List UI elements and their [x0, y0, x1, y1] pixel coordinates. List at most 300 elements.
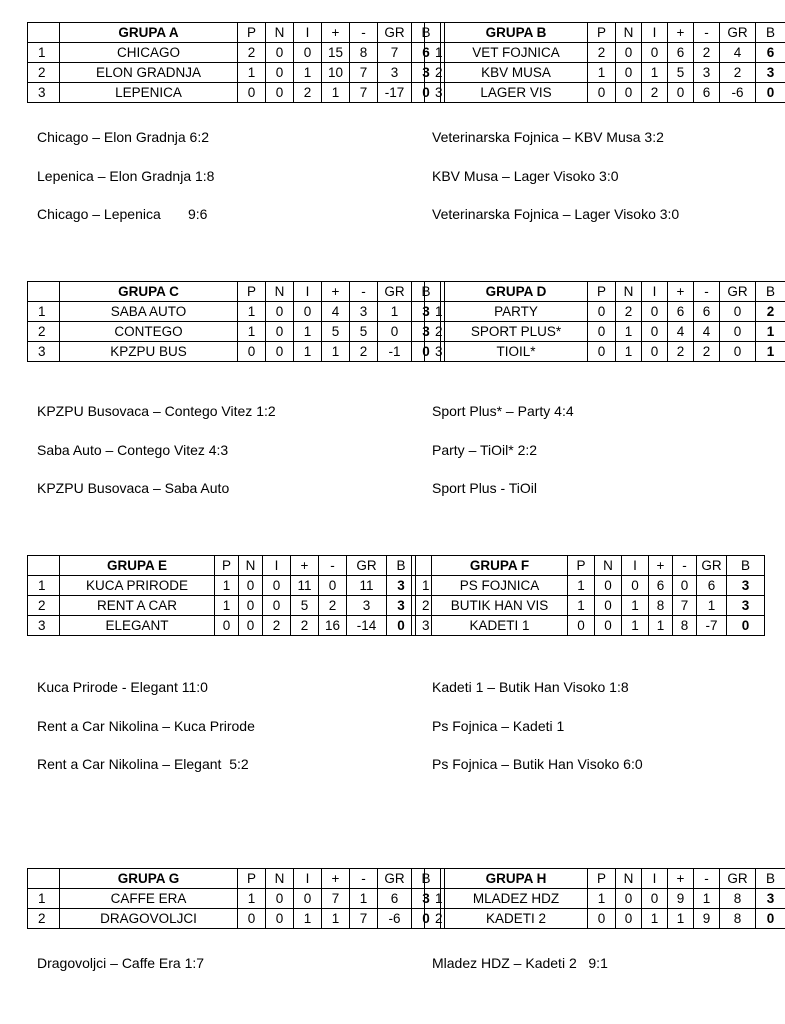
match-result: Ps Fojnica – Kadeti 1 — [432, 717, 565, 734]
points-cell: 3 — [756, 889, 785, 909]
match-result: Mladez HDZ – Kadeti 2 9:1 — [432, 955, 608, 971]
rank-cell: 1 — [412, 576, 432, 596]
stat-cell: 8 — [649, 596, 673, 616]
stat-cell: 0 — [266, 43, 294, 63]
stat-cell: 11 — [347, 576, 387, 596]
table-row — [28, 63, 441, 83]
header-rank-cell — [28, 869, 60, 889]
stat-cell: 0 — [266, 83, 294, 103]
points-cell: 0 — [412, 909, 441, 929]
column-header: I — [622, 556, 649, 576]
points-cell: 3 — [387, 576, 416, 596]
rank-cell: 3 — [28, 616, 60, 636]
stat-cell: 0 — [239, 596, 263, 616]
points-cell: 0 — [756, 909, 785, 929]
stat-cell: 0 — [568, 616, 595, 636]
stat-cell: 2 — [238, 43, 266, 63]
table-row — [425, 63, 785, 83]
column-header: I — [294, 23, 322, 43]
rank-cell: 2 — [425, 63, 445, 83]
stat-cell: 8 — [720, 889, 756, 909]
stat-cell: 4 — [720, 43, 756, 63]
team-name-cell: SPORT PLUS* — [445, 322, 588, 342]
stat-cell: 1 — [642, 63, 668, 83]
table-row — [28, 596, 416, 616]
points-cell: 3 — [412, 63, 441, 83]
stat-cell: 1 — [322, 83, 350, 103]
table-row — [425, 322, 785, 342]
rank-cell: 1 — [28, 302, 60, 322]
match-result: Chicago – Lepenica 9:6 — [37, 206, 208, 222]
group-title: GRUPA A — [60, 23, 238, 43]
table-header-row — [425, 23, 785, 43]
column-header: - — [694, 282, 720, 302]
stat-cell: 0 — [238, 83, 266, 103]
rank-cell: 2 — [28, 322, 60, 342]
team-name-cell: KBV MUSA — [445, 63, 588, 83]
points-cell: 3 — [727, 596, 765, 616]
stat-cell: 0 — [266, 342, 294, 362]
table-row — [425, 909, 785, 929]
stat-cell: 2 — [720, 63, 756, 83]
table-header-row — [425, 869, 785, 889]
table-row — [28, 616, 416, 636]
points-cell: 1 — [756, 322, 785, 342]
rank-cell: 3 — [28, 83, 60, 103]
stat-cell: 8 — [673, 616, 697, 636]
stat-cell: 2 — [263, 616, 291, 636]
stat-cell: 0 — [616, 909, 642, 929]
group-grupa-f-table — [411, 555, 765, 636]
column-header: P — [238, 869, 266, 889]
column-header: GR — [378, 282, 412, 302]
rank-cell: 2 — [28, 63, 60, 83]
points-cell: 0 — [412, 342, 441, 362]
stat-cell: 0 — [238, 342, 266, 362]
stat-cell: 2 — [616, 302, 642, 322]
group-title: GRUPA D — [445, 282, 588, 302]
column-header: I — [642, 23, 668, 43]
stat-cell: 9 — [668, 889, 694, 909]
column-header: + — [649, 556, 673, 576]
stat-cell: 5 — [291, 596, 319, 616]
header-rank-cell — [412, 556, 432, 576]
column-header: P — [215, 556, 239, 576]
stat-cell: 1 — [238, 63, 266, 83]
column-header: B — [412, 282, 441, 302]
rank-cell: 2 — [28, 596, 60, 616]
rank-cell: 2 — [425, 909, 445, 929]
stat-cell: 1 — [294, 909, 322, 929]
table-row — [28, 322, 441, 342]
column-header: + — [322, 23, 350, 43]
column-header: - — [673, 556, 697, 576]
column-header: - — [350, 869, 378, 889]
table-header-row — [412, 556, 765, 576]
stat-cell: 3 — [694, 63, 720, 83]
group-title: GRUPA G — [60, 869, 238, 889]
stat-cell: 0 — [616, 63, 642, 83]
column-header: + — [322, 869, 350, 889]
stat-cell: 0 — [588, 909, 616, 929]
points-cell: 0 — [727, 616, 765, 636]
table-row — [425, 83, 785, 103]
rank-cell: 3 — [28, 342, 60, 362]
column-header: B — [756, 282, 785, 302]
points-cell: 3 — [412, 302, 441, 322]
group-grupa-c-table — [27, 281, 441, 362]
stat-cell: 3 — [378, 63, 412, 83]
column-header: GR — [697, 556, 727, 576]
team-name-cell: BUTIK HAN VIS — [432, 596, 568, 616]
column-header: N — [616, 23, 642, 43]
stat-cell: 0 — [294, 889, 322, 909]
column-header: P — [238, 23, 266, 43]
group-grupa-e-table — [27, 555, 416, 636]
stat-cell: 1 — [378, 302, 412, 322]
stat-cell: 1 — [322, 342, 350, 362]
column-header: N — [239, 556, 263, 576]
stat-cell: 1 — [697, 596, 727, 616]
team-name-cell: CHICAGO — [60, 43, 238, 63]
stat-cell: 2 — [588, 43, 616, 63]
stat-cell: -7 — [697, 616, 727, 636]
column-header: - — [694, 869, 720, 889]
team-name-cell: CAFFE ERA — [60, 889, 238, 909]
stat-cell: 2 — [291, 616, 319, 636]
stat-cell: 3 — [350, 302, 378, 322]
column-header: P — [588, 23, 616, 43]
column-header: B — [412, 869, 441, 889]
column-header: B — [756, 869, 785, 889]
stat-cell: 1 — [215, 576, 239, 596]
rank-cell: 3 — [425, 342, 445, 362]
column-header: N — [616, 869, 642, 889]
stat-cell: 0 — [266, 909, 294, 929]
column-header: I — [294, 282, 322, 302]
stat-cell: 7 — [673, 596, 697, 616]
stat-cell: 1 — [588, 889, 616, 909]
stat-cell: 0 — [266, 63, 294, 83]
header-rank-cell — [425, 869, 445, 889]
column-header: - — [350, 23, 378, 43]
stat-cell: 10 — [322, 63, 350, 83]
rank-cell: 3 — [425, 83, 445, 103]
column-header: - — [319, 556, 347, 576]
rank-cell: 3 — [412, 616, 432, 636]
stat-cell: 0 — [616, 889, 642, 909]
match-result: Saba Auto – Contego Vitez 4:3 — [37, 441, 229, 458]
column-header: B — [387, 556, 416, 576]
match-result: Kadeti 1 – Butik Han Visoko 1:8 — [432, 679, 629, 695]
column-header: I — [263, 556, 291, 576]
stat-cell: 8 — [350, 43, 378, 63]
rank-cell: 1 — [28, 576, 60, 596]
group-title: GRUPA E — [60, 556, 215, 576]
points-cell: 3 — [756, 63, 785, 83]
points-cell: 6 — [756, 43, 785, 63]
stat-cell: 2 — [694, 342, 720, 362]
column-header: + — [668, 869, 694, 889]
table-row — [425, 43, 785, 63]
column-header: I — [294, 869, 322, 889]
column-header: P — [588, 869, 616, 889]
team-name-cell: DRAGOVOLJCI — [60, 909, 238, 929]
stat-cell: 0 — [622, 576, 649, 596]
stat-cell: 1 — [616, 322, 642, 342]
stat-cell: 2 — [642, 83, 668, 103]
team-name-cell: PS FOJNICA — [432, 576, 568, 596]
stat-cell: 7 — [322, 889, 350, 909]
stat-cell: 0 — [642, 322, 668, 342]
stat-cell: 0 — [319, 576, 347, 596]
stat-cell: 7 — [350, 63, 378, 83]
match-result: Sport Plus* – Party 4:4 — [432, 403, 574, 419]
column-header: GR — [720, 869, 756, 889]
table-row — [28, 889, 441, 909]
rank-cell: 1 — [425, 302, 445, 322]
table-header-row — [28, 869, 441, 889]
stat-cell: 1 — [294, 342, 322, 362]
stat-cell: 0 — [588, 302, 616, 322]
points-cell: 0 — [412, 83, 441, 103]
stat-cell: 1 — [238, 322, 266, 342]
stat-cell: 0 — [616, 83, 642, 103]
column-header: B — [756, 23, 785, 43]
column-header: + — [668, 23, 694, 43]
team-name-cell: PARTY — [445, 302, 588, 322]
stat-cell: 6 — [668, 302, 694, 322]
column-header: I — [642, 282, 668, 302]
stat-cell: 0 — [378, 322, 412, 342]
team-name-cell: KPZPU BUS — [60, 342, 238, 362]
stat-cell: 1 — [350, 889, 378, 909]
match-result: KPZPU Busovaca – Contego Vitez 1:2 — [37, 403, 276, 419]
stat-cell: 0 — [642, 43, 668, 63]
team-name-cell: LAGER VIS — [445, 83, 588, 103]
stat-cell: 0 — [588, 322, 616, 342]
stat-cell: 0 — [266, 889, 294, 909]
match-result: Veterinarska Fojnica – KBV Musa 3:2 — [432, 129, 664, 145]
team-name-cell: TIOIL* — [445, 342, 588, 362]
table-row — [28, 83, 441, 103]
stat-cell: 5 — [668, 63, 694, 83]
stat-cell: 4 — [668, 322, 694, 342]
stat-cell: 3 — [347, 596, 387, 616]
column-header: P — [588, 282, 616, 302]
stat-cell: 4 — [322, 302, 350, 322]
stat-cell: 0 — [238, 909, 266, 929]
stat-cell: 0 — [720, 322, 756, 342]
points-cell: 1 — [756, 342, 785, 362]
stat-cell: 0 — [588, 83, 616, 103]
stat-cell: 1 — [588, 63, 616, 83]
table-header-row — [425, 282, 785, 302]
stat-cell: 16 — [319, 616, 347, 636]
rank-cell: 1 — [28, 43, 60, 63]
stat-cell: -17 — [378, 83, 412, 103]
stat-cell: 6 — [649, 576, 673, 596]
stat-cell: 0 — [215, 616, 239, 636]
match-result: KPZPU Busovaca – Saba Auto — [37, 480, 230, 496]
group-grupa-a-table — [27, 22, 441, 103]
stat-cell: 2 — [694, 43, 720, 63]
stat-cell: 0 — [595, 616, 622, 636]
column-header: I — [642, 869, 668, 889]
column-header: - — [350, 282, 378, 302]
points-cell: 0 — [387, 616, 416, 636]
rank-cell: 2 — [412, 596, 432, 616]
column-header: + — [291, 556, 319, 576]
stat-cell: 1 — [649, 616, 673, 636]
stat-cell: 0 — [239, 616, 263, 636]
table-row — [28, 909, 441, 929]
column-header: B — [412, 23, 441, 43]
points-cell: 3 — [387, 596, 416, 616]
team-name-cell: LEPENICA — [60, 83, 238, 103]
stat-cell: 1 — [322, 909, 350, 929]
stat-cell: -14 — [347, 616, 387, 636]
column-header: GR — [378, 23, 412, 43]
table-header-row — [28, 23, 441, 43]
header-rank-cell — [28, 556, 60, 576]
stat-cell: 0 — [720, 302, 756, 322]
table-row — [412, 576, 765, 596]
match-result: Veterinarska Fojnica – Lager Visoko 3:0 — [432, 206, 680, 222]
table-row — [28, 43, 441, 63]
stat-cell: 0 — [673, 576, 697, 596]
column-header: P — [568, 556, 595, 576]
header-rank-cell — [425, 282, 445, 302]
stat-cell: 11 — [291, 576, 319, 596]
points-cell: 3 — [727, 576, 765, 596]
column-header: N — [266, 282, 294, 302]
stat-cell: 1 — [668, 909, 694, 929]
stat-cell: 2 — [350, 342, 378, 362]
stat-cell: 1 — [694, 889, 720, 909]
group-grupa-b-table — [424, 22, 785, 103]
stat-cell: 6 — [694, 83, 720, 103]
stat-cell: 0 — [642, 342, 668, 362]
stat-cell: 1 — [568, 596, 595, 616]
header-rank-cell — [28, 282, 60, 302]
match-result: Sport Plus - TiOil — [432, 480, 538, 496]
column-header: B — [727, 556, 765, 576]
group-title: GRUPA B — [445, 23, 588, 43]
stat-cell: -1 — [378, 342, 412, 362]
table-row — [28, 576, 416, 596]
stat-cell: 2 — [319, 596, 347, 616]
stat-cell: 0 — [263, 596, 291, 616]
team-name-cell: KADETI 2 — [445, 909, 588, 929]
rank-cell: 1 — [425, 889, 445, 909]
stat-cell: 0 — [588, 342, 616, 362]
points-cell: 3 — [412, 322, 441, 342]
column-header: N — [266, 869, 294, 889]
match-result: Party – TiOil* 2:2 — [432, 441, 538, 458]
column-header: N — [266, 23, 294, 43]
team-name-cell: KADETI 1 — [432, 616, 568, 636]
header-rank-cell — [28, 23, 60, 43]
column-header: P — [238, 282, 266, 302]
header-rank-cell — [425, 23, 445, 43]
table-row — [28, 342, 441, 362]
column-header: GR — [347, 556, 387, 576]
team-name-cell: ELEGANT — [60, 616, 215, 636]
stat-cell: 6 — [697, 576, 727, 596]
stat-cell: 5 — [322, 322, 350, 342]
team-name-cell: SABA AUTO — [60, 302, 238, 322]
stat-cell: 1 — [238, 889, 266, 909]
column-header: N — [616, 282, 642, 302]
stat-cell: 7 — [378, 43, 412, 63]
stat-cell: 0 — [668, 83, 694, 103]
team-name-cell: MLADEZ HDZ — [445, 889, 588, 909]
table-row — [425, 302, 785, 322]
stat-cell: 5 — [350, 322, 378, 342]
stat-cell: 0 — [266, 302, 294, 322]
points-cell: 6 — [412, 43, 441, 63]
stat-cell: 0 — [595, 596, 622, 616]
stat-cell: 1 — [294, 63, 322, 83]
column-header: + — [668, 282, 694, 302]
match-result: Dragovoljci – Caffe Era 1:7 — [37, 955, 205, 971]
group-title: GRUPA C — [60, 282, 238, 302]
points-cell: 2 — [756, 302, 785, 322]
match-result: Kuca Prirode - Elegant 11:0 — [37, 679, 208, 695]
stat-cell: 7 — [350, 83, 378, 103]
stat-cell: 2 — [668, 342, 694, 362]
stat-cell: 6 — [378, 889, 412, 909]
stat-cell: 0 — [263, 576, 291, 596]
team-name-cell: RENT A CAR — [60, 596, 215, 616]
stat-cell: 0 — [642, 889, 668, 909]
rank-cell: 1 — [425, 43, 445, 63]
table-row — [425, 889, 785, 909]
column-header: N — [595, 556, 622, 576]
table-header-row — [28, 282, 441, 302]
stat-cell: 7 — [350, 909, 378, 929]
stat-cell: 0 — [294, 43, 322, 63]
match-result: Rent a Car Nikolina – Kuca Prirode — [37, 717, 255, 734]
rank-cell: 2 — [425, 322, 445, 342]
group-grupa-d-table — [424, 281, 785, 362]
match-result: Lepenica – Elon Gradnja 1:8 — [37, 167, 215, 184]
match-result: Ps Fojnica – Butik Han Visoko 6:0 — [432, 756, 643, 772]
stat-cell: 0 — [595, 576, 622, 596]
stat-cell: 1 — [616, 342, 642, 362]
stat-cell: 15 — [322, 43, 350, 63]
stat-cell: 0 — [616, 43, 642, 63]
stat-cell: 1 — [215, 596, 239, 616]
table-row — [412, 596, 765, 616]
group-title: GRUPA H — [445, 869, 588, 889]
points-cell: 3 — [412, 889, 441, 909]
stat-cell: 1 — [622, 596, 649, 616]
table-header-row — [28, 556, 416, 576]
column-header: GR — [378, 869, 412, 889]
column-header: GR — [720, 282, 756, 302]
stat-cell: -6 — [378, 909, 412, 929]
match-result: Rent a Car Nikolina – Elegant 5:2 — [37, 756, 249, 772]
stat-cell: 6 — [694, 302, 720, 322]
table-row — [412, 616, 765, 636]
column-header: + — [322, 282, 350, 302]
stat-cell: 0 — [294, 302, 322, 322]
stat-cell: 9 — [694, 909, 720, 929]
stat-cell: 4 — [694, 322, 720, 342]
stat-cell: 8 — [720, 909, 756, 929]
